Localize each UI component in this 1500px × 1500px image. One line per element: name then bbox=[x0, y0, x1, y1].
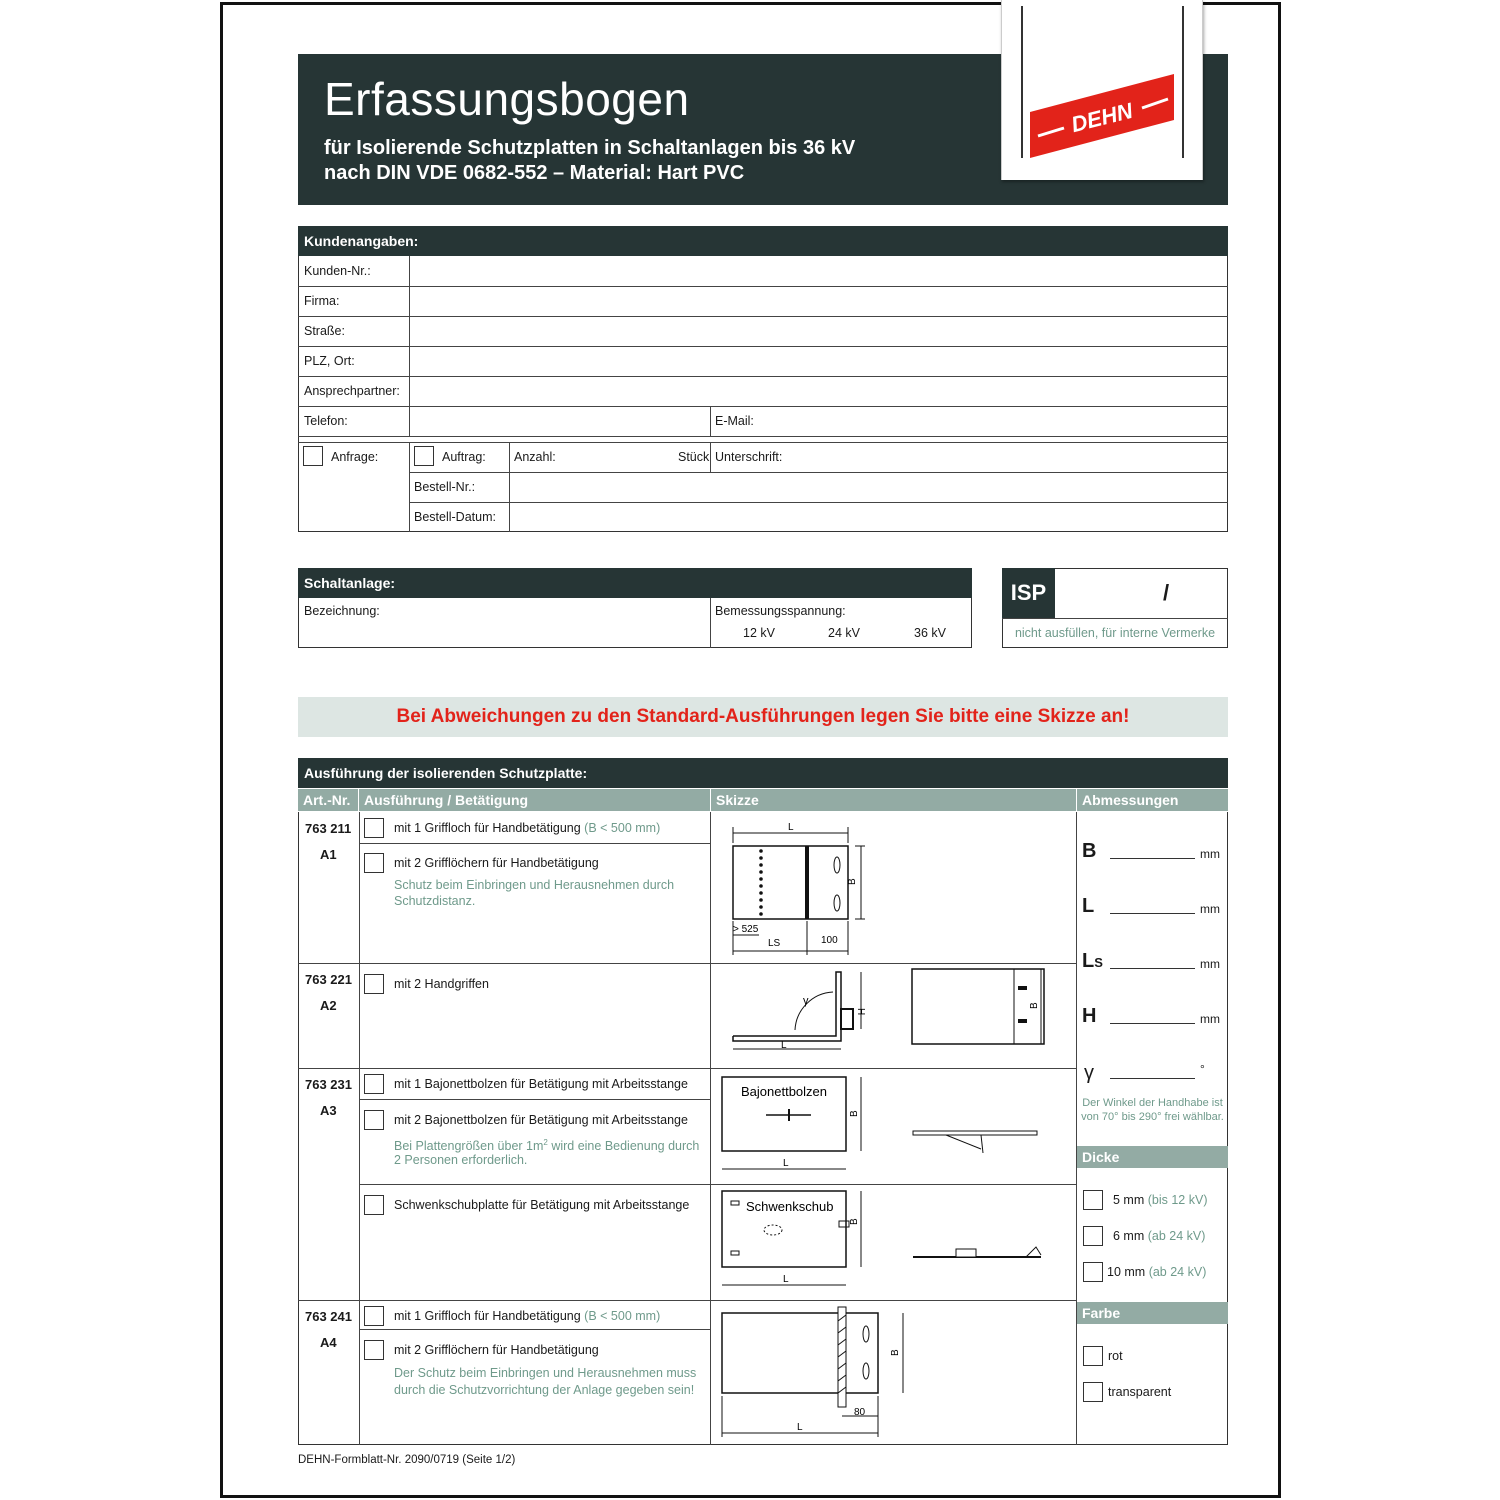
a3-opt3-label: Schwenkschubplatte für Betätigung mit Arbeitsstange bbox=[394, 1198, 690, 1212]
a1-opt2-note-2: Schutzdistanz. bbox=[394, 894, 476, 908]
page-title: Erfassungsbogen bbox=[324, 73, 690, 125]
farbe-transparent-label: transparent bbox=[1108, 1385, 1172, 1399]
label-email: E-Mail: bbox=[715, 414, 754, 428]
label-bestell-nr: Bestell-Nr.: bbox=[414, 480, 476, 494]
isp-label: ISP bbox=[1002, 568, 1055, 618]
a1-dim-100: 100 bbox=[821, 935, 838, 946]
input-firma[interactable] bbox=[410, 287, 1227, 315]
abm-l-unit: mm bbox=[1200, 902, 1220, 916]
input-bestell-datum[interactable] bbox=[510, 503, 1227, 531]
page-subtitle bbox=[324, 136, 855, 186]
option-12kv[interactable]: 12 kV bbox=[743, 626, 775, 640]
abm-gamma-unit: ° bbox=[1200, 1062, 1205, 1076]
input-abm-gamma[interactable] bbox=[1110, 1060, 1195, 1078]
subtitle-line-1: für Isolierende Schutzplatten in Schaltanlagen bis 36 kV bbox=[324, 137, 856, 159]
a4-dim-80: 80 bbox=[854, 1407, 866, 1418]
label-bezeichnung: Bezeichnung: bbox=[304, 604, 380, 618]
checkbox-dicke-10mm[interactable] bbox=[1083, 1262, 1103, 1282]
label-strasse: Straße: bbox=[304, 324, 345, 338]
checkbox-auftrag[interactable] bbox=[414, 446, 434, 466]
checkbox-a3-opt2[interactable] bbox=[364, 1110, 384, 1130]
checkbox-a1-opt2[interactable] bbox=[364, 853, 384, 873]
label-ansprechpartner: Ansprechpartner: bbox=[304, 384, 400, 398]
a3-schwenk-dim-b: B bbox=[849, 1218, 860, 1225]
dehn-logo bbox=[1001, 0, 1203, 180]
a4-opt2-note-1: Der Schutz beim Einbringen und Herausnehmen muss bbox=[394, 1366, 697, 1380]
input-ansprechpartner[interactable] bbox=[410, 377, 1227, 405]
checkbox-farbe-transparent[interactable] bbox=[1083, 1382, 1103, 1402]
input-plz-ort[interactable] bbox=[410, 347, 1227, 375]
a4-opt2-label: mit 2 Grifflöchern für Handbetätigung bbox=[394, 1343, 599, 1357]
col-skizze: Skizze bbox=[711, 789, 1076, 811]
a3-schwenk-dim-l: L bbox=[783, 1274, 789, 1285]
a4-dim-b: B bbox=[890, 1349, 901, 1356]
label-auftrag: Auftrag: bbox=[442, 450, 486, 464]
input-bezeichnung[interactable] bbox=[300, 620, 708, 646]
a3-opt2-note-2: 2 Personen erforderlich. bbox=[394, 1153, 528, 1167]
checkbox-anfrage[interactable] bbox=[303, 446, 323, 466]
a1-dim-l: L bbox=[788, 822, 794, 833]
ausfuehrung-section-title: Ausführung der isolierenden Schutzplatte: bbox=[298, 758, 1228, 788]
input-bestell-nr[interactable] bbox=[510, 473, 1227, 501]
kunden-section-title: Kundenangaben: bbox=[298, 226, 1228, 256]
checkbox-a3-opt3[interactable] bbox=[364, 1195, 384, 1215]
checkbox-dicke-6mm[interactable] bbox=[1083, 1226, 1103, 1246]
sketch-a2 bbox=[711, 964, 1076, 1068]
abm-h-unit: mm bbox=[1200, 1012, 1220, 1026]
a1-dim-b: B bbox=[847, 878, 858, 885]
label-telefon: Telefon: bbox=[304, 414, 348, 428]
input-anzahl[interactable] bbox=[560, 443, 675, 471]
isp-slash: / bbox=[1163, 580, 1170, 605]
label-kunden-nr: Kunden-Nr.: bbox=[304, 264, 371, 278]
a1-opt2-note-1: Schutz beim Einbringen und Herausnehmen durch bbox=[394, 878, 675, 892]
a1-dim-525: > 525 bbox=[733, 924, 759, 935]
a4-dim-l: L bbox=[797, 1422, 803, 1433]
abm-l-label: L bbox=[1082, 895, 1095, 917]
a3-label-schwenk: Schwenkschub bbox=[746, 1199, 834, 1214]
abm-ls-label: LS bbox=[1082, 950, 1103, 972]
a2-dim-b: B bbox=[1029, 1002, 1040, 1009]
abm-gamma-label: γ bbox=[1084, 1062, 1094, 1084]
col-art-nr: Art.-Nr. bbox=[298, 789, 358, 811]
sketch-a3-schwenk bbox=[711, 1185, 1076, 1300]
label-bestell-datum: Bestell-Datum: bbox=[414, 510, 496, 524]
dicke-10mm-label: 10 mm (ab 24 kV) bbox=[1107, 1265, 1207, 1279]
notice-banner: Bei Abweichungen zu den Standard-Ausführungen legen Sie bitte eine Skizze an! bbox=[298, 697, 1228, 737]
farbe-title: Farbe bbox=[1077, 1302, 1228, 1324]
checkbox-dicke-5mm[interactable] bbox=[1083, 1190, 1103, 1210]
a4-opt1-label: mit 1 Griffloch für Handbetätigung (B < 500 mm) bbox=[394, 1309, 661, 1323]
checkbox-a4-opt2[interactable] bbox=[364, 1340, 384, 1360]
isp-note: nicht ausfüllen, für interne Vermerke bbox=[1014, 626, 1216, 640]
input-abm-ls[interactable] bbox=[1110, 950, 1195, 968]
dicke-6mm-label: 6 mm (ab 24 kV) bbox=[1113, 1229, 1206, 1243]
a2-art-nr: 763 221 bbox=[305, 972, 352, 987]
abm-b-unit: mm bbox=[1200, 847, 1220, 861]
input-kunden-nr[interactable] bbox=[410, 257, 1227, 285]
col-ausfuehrung: Ausführung / Betätigung bbox=[359, 789, 710, 811]
input-strasse[interactable] bbox=[410, 317, 1227, 345]
a1-dim-ls: LS bbox=[768, 938, 781, 949]
footer-form-number: DEHN-Formblatt-Nr. 2090/0719 (Seite 1/2) bbox=[298, 1454, 516, 1466]
a1-opt1-label: mit 1 Griffloch für Handbetätigung (B < 500 mm) bbox=[394, 821, 661, 835]
sketch-a4 bbox=[711, 1301, 1076, 1445]
checkbox-a4-opt1[interactable] bbox=[364, 1306, 384, 1326]
input-abm-l[interactable] bbox=[1110, 895, 1195, 913]
label-anzahl: Anzahl: bbox=[514, 450, 556, 464]
a2-opt1-label: mit 2 Handgriffen bbox=[394, 977, 489, 991]
schaltanlage-section-title: Schaltanlage: bbox=[298, 568, 972, 598]
farbe-rot-label: rot bbox=[1108, 1349, 1123, 1363]
label-plz-ort: PLZ, Ort: bbox=[304, 354, 355, 368]
a3-code: A3 bbox=[320, 1103, 337, 1118]
dicke-5mm-label: 5 mm (bis 12 kV) bbox=[1113, 1193, 1208, 1207]
sketch-a3-bajonett bbox=[711, 1069, 1076, 1184]
dicke-title: Dicke bbox=[1077, 1146, 1228, 1168]
a3-label-bajonett: Bajonettbolzen bbox=[741, 1084, 828, 1099]
a3-dim-l: L bbox=[783, 1158, 789, 1169]
a3-opt1-label: mit 1 Bajonettbolzen für Betätigung mit Arbeitsstange bbox=[394, 1077, 688, 1091]
input-telefon[interactable] bbox=[410, 407, 709, 435]
option-24kv[interactable]: 24 kV bbox=[828, 626, 860, 640]
label-unterschrift: Unterschrift: bbox=[715, 450, 783, 464]
checkbox-a3-opt1[interactable] bbox=[364, 1074, 384, 1094]
input-email[interactable] bbox=[760, 407, 1227, 435]
a3-opt2-label: mit 2 Bajonettbolzen für Betätigung mit Arbeitsstange bbox=[394, 1113, 688, 1127]
abm-b-label: B bbox=[1082, 840, 1097, 862]
a2-dim-l: L bbox=[781, 1040, 787, 1051]
a3-opt2-note-1: Bei Plattengrößen über $1m^2$ wird eine Bedienung durch bbox=[394, 1138, 700, 1154]
label-anfrage: Anfrage: bbox=[331, 450, 379, 464]
input-abm-h[interactable] bbox=[1110, 1005, 1195, 1023]
checkbox-farbe-rot[interactable] bbox=[1083, 1346, 1103, 1366]
a1-art-nr: 763 211 bbox=[305, 821, 352, 836]
a4-opt2-note-2: durch die Schutzvorrichtung der Anlage gegeben sein! bbox=[394, 1383, 695, 1397]
label-stueck: Stück bbox=[678, 450, 710, 464]
a4-art-nr: 763 241 bbox=[305, 1309, 352, 1324]
a4-code: A4 bbox=[320, 1335, 337, 1350]
label-bemessungsspannung: Bemessungsspannung: bbox=[715, 604, 846, 618]
a3-art-nr: 763 231 bbox=[305, 1077, 352, 1092]
option-36kv[interactable]: 36 kV bbox=[914, 626, 946, 640]
abm-ls-unit: mm bbox=[1200, 957, 1220, 971]
col-abmessungen: Abmessungen bbox=[1077, 789, 1228, 811]
a1-opt2-label: mit 2 Grifflöchern für Handbetätigung bbox=[394, 856, 599, 870]
label-firma: Firma: bbox=[304, 294, 340, 308]
abm-gamma-note: Der Winkel der Handhabe ist von 70° bis 290° frei wählbar. bbox=[1081, 1097, 1224, 1123]
a2-dim-h: H bbox=[855, 1008, 866, 1016]
logo-mark bbox=[1002, 0, 1204, 180]
checkbox-a2-opt1[interactable] bbox=[364, 974, 384, 994]
a2-code: A2 bbox=[320, 998, 337, 1013]
a3-dim-b: B bbox=[849, 1110, 860, 1117]
abm-h-label: H bbox=[1082, 1005, 1097, 1027]
checkbox-a1-opt1[interactable] bbox=[364, 818, 384, 838]
input-abm-b[interactable] bbox=[1110, 840, 1195, 858]
subtitle-line-2: nach DIN VDE 0682-552 – Material: Hart PVC bbox=[324, 162, 745, 184]
a2-gamma: γ bbox=[803, 995, 809, 1007]
logo-text: DEHN bbox=[1068, 97, 1136, 138]
sketch-a1 bbox=[711, 813, 1076, 963]
a1-code: A1 bbox=[320, 847, 337, 862]
